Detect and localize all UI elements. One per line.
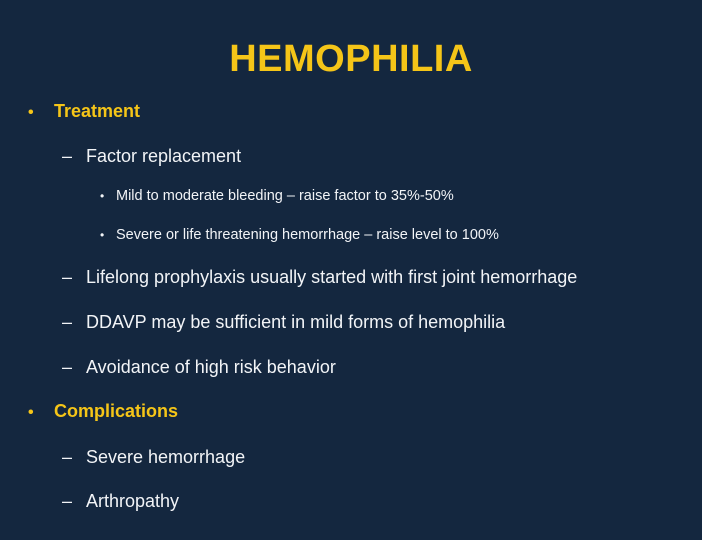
list-item (62, 313, 505, 331)
section-heading-label: Complications (54, 401, 179, 421)
bullet-icon: • (100, 189, 105, 203)
sub-list-item (100, 228, 499, 243)
sub-list-item-label: Mild to moderate bleeding – raise factor to 35%-50% (116, 188, 454, 204)
bullet-icon: • (28, 404, 34, 421)
list-item-label: Arthropathy (86, 491, 180, 511)
dash-icon: – (62, 447, 73, 467)
slide-title: HEMOPHILIA (229, 38, 473, 80)
section-heading-complications (28, 402, 178, 421)
list-item-label: DDAVP may be sufficient in mild forms of hemophilia (86, 312, 506, 332)
bullet-icon: • (28, 104, 34, 121)
dash-icon: – (62, 491, 73, 511)
dash-icon: – (62, 357, 73, 377)
section-heading-label: Treatment (54, 101, 141, 121)
dash-icon: – (62, 312, 73, 332)
list-item (62, 358, 336, 376)
list-item-label: Avoidance of high risk behavior (86, 357, 336, 377)
list-item-label: Severe hemorrhage (86, 447, 246, 467)
page-margin (702, 0, 720, 540)
list-item-label: Factor replacement (86, 146, 242, 166)
sub-list-item-label: Severe or life threatening hemorrhage – raise level to 100% (116, 227, 499, 243)
bullet-icon: • (100, 228, 105, 242)
list-item (62, 147, 241, 165)
list-item (62, 448, 245, 466)
list-item (62, 492, 179, 510)
sub-list-item (100, 189, 454, 204)
list-item (62, 268, 577, 286)
list-item-label: Lifelong prophylaxis usually started with first joint hemorrhage (86, 267, 578, 287)
dash-icon: – (62, 146, 73, 166)
dash-icon: – (62, 267, 73, 287)
section-heading-treatment (28, 102, 140, 121)
